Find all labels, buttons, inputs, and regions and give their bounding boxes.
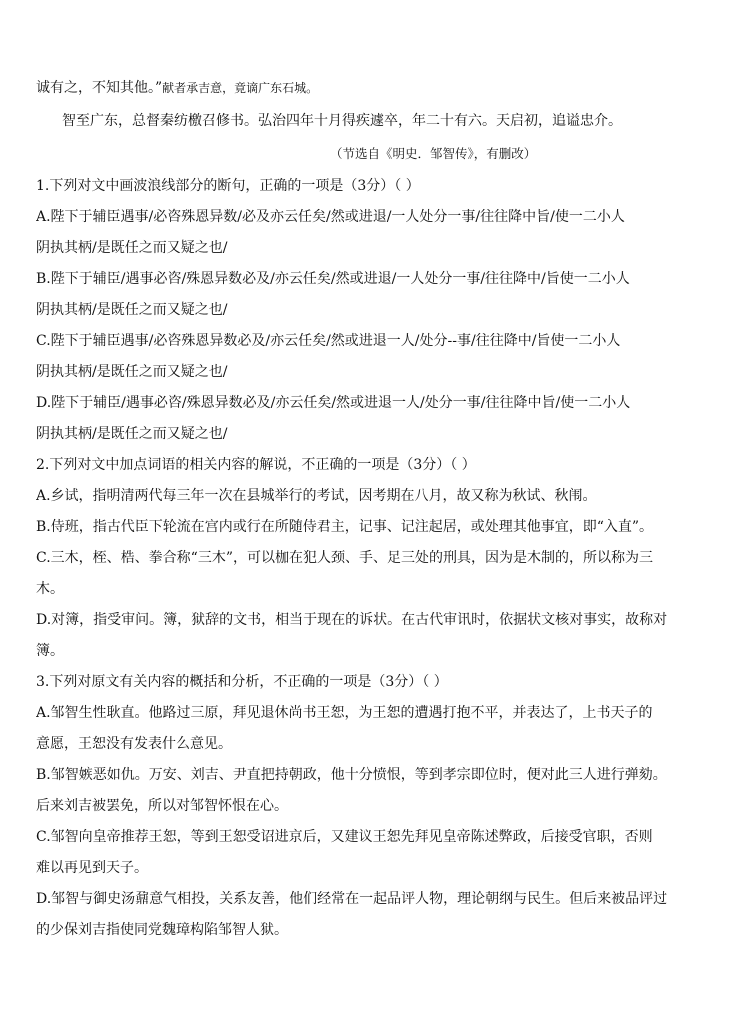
q3-option-a-cont: 意愿，王恕没有发表什么意见。 (36, 736, 232, 752)
q3-option-c-cont: 难以再见到天子。 (36, 860, 148, 876)
q2-option-a: A.乡试，指明清两代每三年一次在县城举行的考试，因考期在八月，故又称为秋试、秋闱。 (36, 488, 597, 504)
q1-option-c-cont: 阴执其柄/是既任之而又疑之也/ (36, 364, 228, 380)
q1-option-d-cont: 阴执其柄/是既任之而又疑之也/ (36, 426, 228, 442)
q2-option-d-cont: 簿。 (36, 643, 64, 659)
q2-option-c: C.三木，桎、梏、拳合称“三木”，可以枷在犯人颈、手、足三处的刑具，因为是木制的，所以称为三 (36, 550, 653, 566)
question-2-stem: 2.下列对文中加点词语的相关内容的解说，不正确的一项是（3分）（ ） (36, 457, 476, 473)
q1-option-a: A.陛下于辅臣遇事/必咨殊恩异数/必及亦云任矣/然或进退/一人处分一事/往往降中旨/使一二小人 (36, 209, 625, 225)
q1-option-a-cont: 阴执其柄/是既任之而又疑之也/ (36, 240, 228, 256)
text-line-2: 智至广东，总督秦纺檄召修书。弘治四年十月得疾遽卒，年二十有六。天启初，追谥忠介。 (62, 113, 622, 129)
text-line-1 (36, 78, 703, 98)
source-note: （节选自《明史．邹智传》，有删改） (330, 146, 537, 161)
q3-option-b-cont: 后来刘吉被罢免，所以对邹智怀恨在心。 (36, 798, 288, 814)
q1-option-c: C.陛下于辅臣遇事/必咨殊恩异数必及/亦云任矣/然或进退一人/处分--事/往往降中/旨使一二小人 (36, 333, 621, 349)
annotation-text: 献者承吉意，竟谪广东石城。 (162, 81, 319, 95)
q3-option-a: A.邹智生性耿直。他路过三原，拜见退休尚书王恕，为王恕的遭遇打抱不平，并表达了，上书天子的 (36, 705, 653, 721)
question-3-stem: 3.下列对原文有关内容的概括和分析，不正确的一项是（3分）（ ） (36, 674, 448, 690)
q1-option-b: B.陛下于辅臣/遇事必咨/殊恩异数必及/亦云任矣/然或进退/一人处分一事/往往降中/旨使一二小人 (36, 271, 630, 287)
q3-option-d-cont: 的少保刘吉指使同党魏璋构陷邹智人狱。 (36, 922, 288, 938)
q3-option-d: D.邹智与御史汤鼐意气相投，关系友善，他们经常在一起品评人物，理论朝纲与民生。但后来被品评过 (36, 891, 668, 907)
q3-option-b: B.邹智嫉恶如仇。万安、刘吉、尹直把持朝政，他十分愤恨，等到孝宗即位时，便对此三人进行弹劾。 (36, 767, 667, 783)
quote-end: 诚有之，不知其他。” (36, 80, 163, 96)
q2-option-c-cont: 木。 (36, 581, 64, 597)
q3-option-c: C.邹智向皇帝推荐王恕，等到王恕受诏进京后，又建议王恕先拜见皇帝陈述弊政，后接受官职，否则 (36, 829, 653, 845)
q1-option-d: D.陛下于辅臣/遇事必咨/殊恩异数必及/亦云任矣/然或进退一人/处分一事/往往降中旨/使一二小人 (36, 395, 631, 411)
q2-option-b: B.侍班，指古代臣下轮流在宫内或行在所随侍君主，记事、记注起居，或处理其他事宜，即“入直”。 (36, 519, 654, 535)
question-1-stem: 1.下列对文中画波浪线部分的断句，正确的一项是（3分）（ ） (36, 178, 420, 194)
q1-option-b-cont: 阴执其柄/是既任之而又疑之也/ (36, 302, 228, 318)
q2-option-d: D.对簿，指受审问。簿，狱辞的文书，相当于现在的诉状。在古代审讯时，依据状文核对事实，故称对 (36, 612, 668, 628)
